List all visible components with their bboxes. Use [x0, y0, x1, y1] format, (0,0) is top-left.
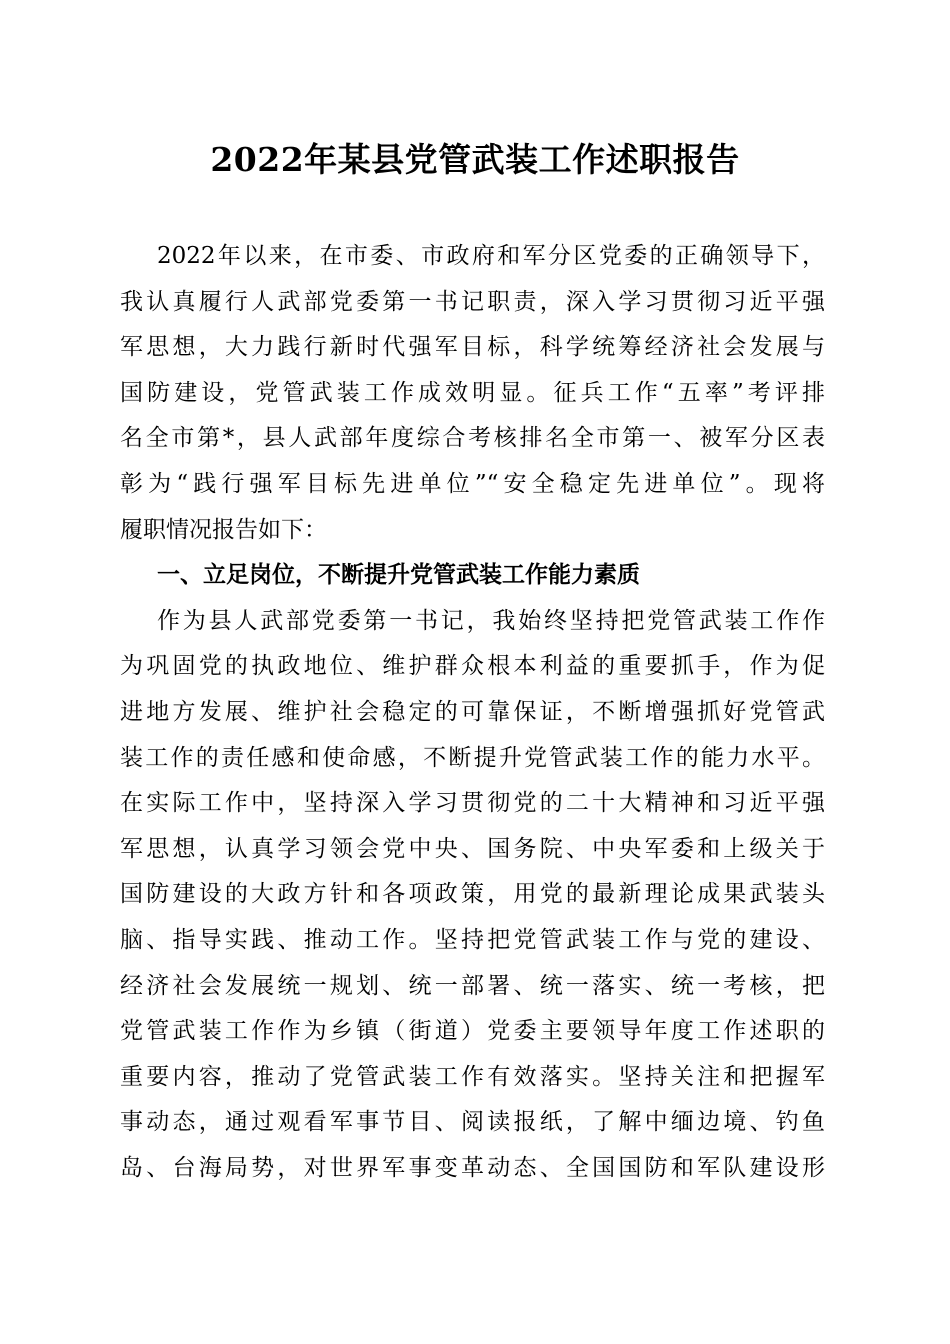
section-1-line-7: 国防建设的大政方针和各项政策，用党的最新理论成果武装头: [120, 881, 825, 908]
intro-line-2: 我认真履行人武部党委第一书记职责，深入学习贯彻习近平强: [120, 288, 825, 315]
intro-line-6: 彰为“践行强军目标先进单位”“安全稳定先进单位”。现将: [120, 470, 825, 497]
section-1-line-11: 重要内容，推动了党管武装工作有效落实。坚持关注和把握军: [120, 1063, 825, 1090]
section-1-line-2: 为巩固党的执政地位、维护群众根本利益的重要抓手，作为促: [120, 653, 825, 680]
section-1-line-12: 事动态，通过观看军事节目、阅读报纸，了解中缅边境、钓鱼: [120, 1109, 825, 1136]
intro-line-3: 军思想，大力践行新时代强军目标，科学统筹经济社会发展与: [120, 334, 825, 361]
section-1-line-13: 岛、台海局势，对世界军事变革动态、全国国防和军队建设形: [120, 1154, 825, 1181]
intro-line-1: 2022年以来，在市委、市政府和军分区党委的正确领导下，: [157, 243, 825, 269]
section-1-line-4: 装工作的责任感和使命感，不断提升党管武装工作的能力水平。: [120, 744, 825, 771]
intro-line-4: 国防建设，党管武装工作成效明显。征兵工作“五率”考评排: [120, 379, 825, 406]
section-1-line-5: 在实际工作中，坚持深入学习贯彻党的二十大精神和习近平强: [120, 790, 825, 817]
section-1-line-9: 经济社会发展统一规划、统一部署、统一落实、统一考核，把: [120, 972, 825, 999]
section-1-line-1: 作为县人武部党委第一书记，我始终坚持把党管武装工作作: [157, 607, 825, 634]
section-1-line-6: 军思想，认真学习领会党中央、国务院、中央军委和上级关于: [120, 835, 825, 862]
intro-line-5: 名全市第*，县人武部年度综合考核排名全市第一、被军分区表: [120, 425, 825, 452]
section-1-line-8: 脑、指导实践、推动工作。坚持把党管武装工作与党的建设、: [120, 926, 825, 953]
section-1-heading: 一、立足岗位，不断提升党管武装工作能力素质: [157, 562, 640, 589]
section-1-line-10: 党管武装工作作为乡镇（街道）党委主要领导年度工作述职的: [120, 1018, 825, 1045]
document-body: [120, 234, 825, 1191]
document-title: 2022年某县党管武装工作述职报告: [210, 140, 740, 179]
section-1-line-3: 进地方发展、维护社会稳定的可靠保证，不断增强抓好党管武: [120, 698, 825, 725]
intro-line-7: 履职情况报告如下：: [120, 516, 327, 543]
